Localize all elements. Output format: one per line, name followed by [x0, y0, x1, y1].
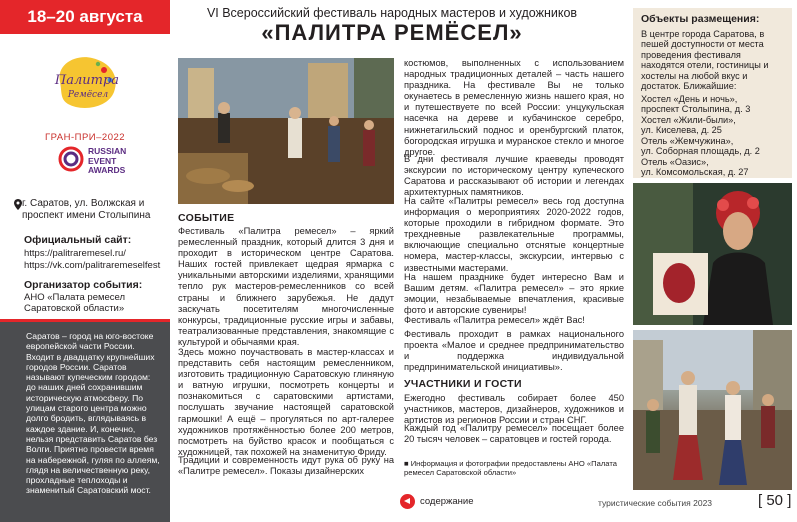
body-paragraph-1: костюмов, выполненных с использованием народных традиционных деталей – часть нашего праздника. На фестивале Вы не только окунаетесь в ремесленную жизнь нашего края, но и путешествуете по всей России: унцукульская насечка на дереве и кубачинское серебро, нижнетагильский поднос и оренбургский платок, богородская игрушка и муранское стекло и многое другое. — [404, 58, 624, 157]
logo-line2: Ремёсел — [67, 90, 109, 100]
artist-portrait-photo — [633, 183, 792, 325]
about-city-box: Саратов – город на юго-востоке европейской части России. Входит в двадцатку крупнейших городов России. Саратов называют купеческим городом: до наших дней сохранившим историческую атмосферу. По улицам старого центра можно долго бродить, вглядываясь в каждое здание. И, конечно, нельзя представить Саратов без Волги. Приятно провести время на набережной, гуляя по аллеям, глядя на величественную реку, прохладные теплоходы и знаменитый Саратовский мост. — [0, 322, 170, 522]
body-paragraph-6: Фестиваль проходит в рамках национального проекта «Малое и среднее предпринимательство и поддержка индивидуальной предпринимательской инициативы». — [404, 329, 624, 373]
photo-credit: ■ Информация и фотографии предоставлены АНО «Палата ремесел Саратовской области» — [404, 459, 617, 477]
site-link-main[interactable]: https://palitraremesel.ru/ — [24, 248, 126, 259]
logo-line1: Палитра — [54, 73, 120, 88]
award-text: RUSSIAN EVENT AWARDS — [88, 146, 127, 175]
event-paragraph-3: Традиции и современность идут рука об руку на «Палитре ремесел». Показы дизайнерских — [178, 455, 394, 477]
page-title: «ПАЛИТРА РЕМЁСЕЛ» — [261, 20, 523, 45]
site-heading: Официальный сайт: — [24, 234, 132, 246]
lodging-item: Отель «Оазис», ул. Комсомольская, д. 27 — [641, 156, 749, 177]
festival-logo — [52, 52, 122, 114]
arrow-left-icon — [400, 494, 415, 509]
page-number: [ 50 ] — [758, 492, 792, 509]
section-heading-participants: УЧАСТНИКИ И ГОСТИ — [404, 378, 522, 390]
lodging-intro: В центре города Саратова, в пешей доступности от места проведения фестиваля находятся отели, гостиницы и хостелы на любой вкус и достаток. Ближайшие: — [641, 28, 769, 91]
section-heading-event: СОБЫТИЕ — [178, 212, 235, 224]
grandprix-label: ГРАН-ПРИ–2022 — [44, 132, 126, 143]
fair-photo — [178, 58, 394, 204]
body-paragraph-4: На нашем празднике будет интересно Вам и Вашим детям. «Палитра ремесел» – это яркие эмоции, незабываемые впечатления, красивые фото и авторские сувениры! — [404, 272, 624, 316]
lodging-item: Хостел «День и ночь», проспект Столыпина, д. 3 — [641, 93, 751, 114]
left-column — [0, 0, 170, 522]
lodging-item: Отель «Жемчужина», ул. Соборная площадь, д. 2 — [641, 135, 760, 156]
lodging-item: Хостел «Жили-были», ул. Киселева, д. 25 — [641, 114, 736, 135]
event-paragraph-2: Здесь можно поучаствовать в мастер-классах и представить себя настоящим ремесленником, изготовить традиционную Саратовскую глиняную и ватную игрушки, посмотреть концерты и познакомиться с саратовскими артистами, послушать звучание настоящей саратовской гармошки! А ещё – прогуляться по арт-галерее художников протяжённостью более 200 метров, посмотреть на буйство красок и пообщаться с художницей, так похожей на знаменитую Фриду. — [178, 347, 394, 457]
location-pin-icon — [14, 199, 22, 210]
address: г. Саратов, ул. Волжская и проспект имени Столыпина — [22, 198, 151, 221]
organizer-heading: Организатор события: — [24, 279, 143, 291]
lodging-box — [633, 8, 792, 178]
organizer-text: АНО «Палата ремесел Саратовской области» — [24, 292, 126, 314]
body-paragraph-2: В дни фестиваля лучшие краеведы проводят экскурсии по историческому центру купеческого Саратова и рассказывают об истории и легендах архитектурных памятников. — [404, 154, 624, 198]
body-paragraph-3: На сайте «Палитры ремесел» весь год доступна информация о мероприятиях 2020-2022 годов, которые проходили в гибридном формате. Это трехдневные развлекательные программы, включающие специально отснятые концертные номера, мастер-классы, экскурсии, интервью с известными мастерами. — [404, 196, 624, 273]
participants-paragraph-1: Ежегодно фестиваль собирает более 450 участников, мастеров, дизайнеров, художников и артистов из регионов России и стран СНГ. — [404, 393, 624, 426]
body-paragraph-5: Фестиваль «Палитра ремесел» ждёт Вас! — [404, 315, 585, 325]
site-link-vk[interactable]: https://vk.com/palitraremeselfest — [24, 260, 161, 271]
date-banner: 18–20 августа — [0, 0, 170, 34]
participants-paragraph-2: Каждый год «Палитру ремесел» посещает более 20 тысяч человек – саратовцев и гостей города. — [404, 423, 624, 445]
lodging-heading: Объекты размещения: — [641, 13, 760, 25]
event-paragraph-1: Фестиваль «Палитра ремесел» – яркий ремесленный праздник, который длится 3 дня и проходит в историческом центре Саратова. Наших гостей привлекает щедрая ярмарка с уникальными авторскими изделиями, хранящими тепло рук мастеров-ремесленников со всей страны и ближнего зарубежья. Не дадут заскучать посетителям многочисленные конкурсы, традиционные русские игры и забавы, театрализованные представления, знакомящие с культурой и обычаями края. — [178, 226, 394, 347]
folk-costume-photo — [633, 330, 792, 490]
award-logo-icon — [58, 146, 84, 172]
toc-label: содержание — [420, 496, 474, 507]
publication-title: туристические события 2023 — [598, 498, 713, 508]
toc-link[interactable] — [400, 494, 474, 509]
festival-kicker: VI Всероссийский фестиваль народных мастеров и художников — [206, 6, 578, 20]
